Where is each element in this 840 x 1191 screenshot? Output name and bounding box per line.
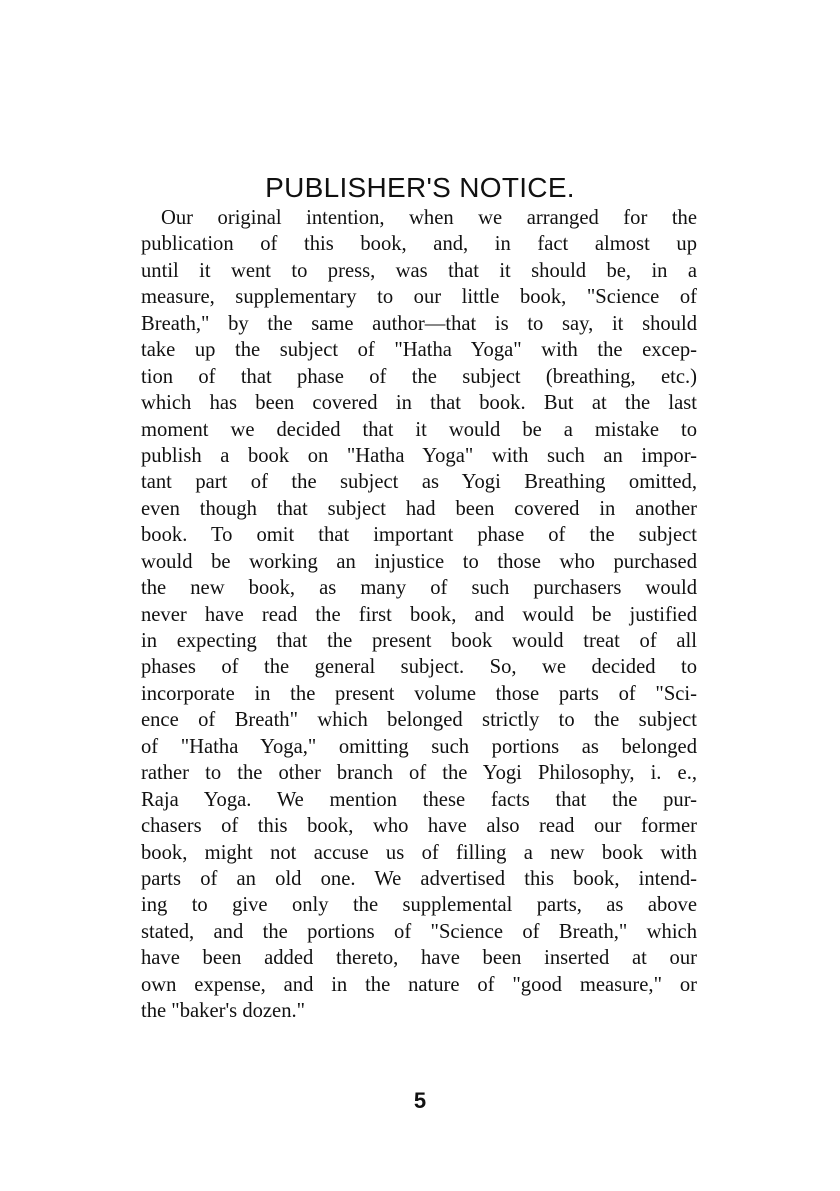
text-line: parts of an old one. We advertised this book, intend-: [141, 867, 697, 890]
text-line: of "Hatha Yoga," omitting such portions as belonged: [141, 735, 697, 758]
text-line: stated, and the portions of "Science of Breath," which: [141, 920, 697, 943]
text-line: tion of that phase of the subject (breathing, etc.): [141, 365, 697, 388]
text-line: would be working an injustice to those who purchased: [141, 550, 697, 573]
text-line: moment we decided that it would be a mistake to: [141, 418, 697, 441]
text-line: Our original intention, when we arranged for the: [161, 207, 697, 229]
text-line: chasers of this book, who have also read our former: [141, 815, 697, 838]
text-line: ing to give only the supplemental parts, as above: [141, 894, 697, 917]
text-line: tant part of the subject as Yogi Breathing omitted,: [141, 471, 697, 494]
text-line: take up the subject of "Hatha Yoga" with the excep-: [141, 339, 697, 362]
text-line: publication of this book, and, in fact almost up: [141, 233, 697, 256]
text-line: rather to the other branch of the Yogi Philosophy, i. e.,: [141, 762, 697, 785]
text-line: phases of the general subject. So, we decided to: [141, 656, 697, 679]
text-line: book. To omit that important phase of the subject: [141, 524, 697, 547]
page-number: 5: [413, 1088, 427, 1113]
text-line: in expecting that the present book would treat of all: [141, 630, 697, 652]
text-line: until it went to press, was that it should be, in a: [141, 259, 697, 282]
body-text: [141, 205, 697, 1025]
text-line: never have read the first book, and would be justified: [141, 603, 697, 626]
text-line: which has been covered in that book. But at the last: [141, 392, 697, 415]
text-line: Raja Yoga. We mention these facts that the pur-: [141, 788, 697, 811]
text-line: measure, supplementary to our little book, "Science of: [141, 286, 697, 309]
text-line: book, might not accuse us of filling a new book with: [141, 841, 697, 864]
text-line: publish a book on "Hatha Yoga" with such an impor-: [141, 444, 697, 467]
text-line: ence of Breath" which belonged strictly to the subject: [141, 709, 697, 732]
text-line: even though that subject had been covered in another: [141, 497, 697, 520]
page-title: PUBLISHER'S NOTICE.: [265, 172, 575, 203]
text-line: incorporate in the present volume those parts of "Sci-: [141, 682, 697, 705]
text-line: have been added thereto, have been inserted at our: [141, 947, 697, 970]
text-line: the "baker's dozen.": [141, 1000, 306, 1023]
text-line: own expense, and in the nature of "good measure," or: [141, 973, 697, 996]
text-line: the new book, as many of such purchasers would: [141, 577, 697, 600]
text-line: Breath," by the same author—that is to say, it should: [141, 312, 697, 335]
